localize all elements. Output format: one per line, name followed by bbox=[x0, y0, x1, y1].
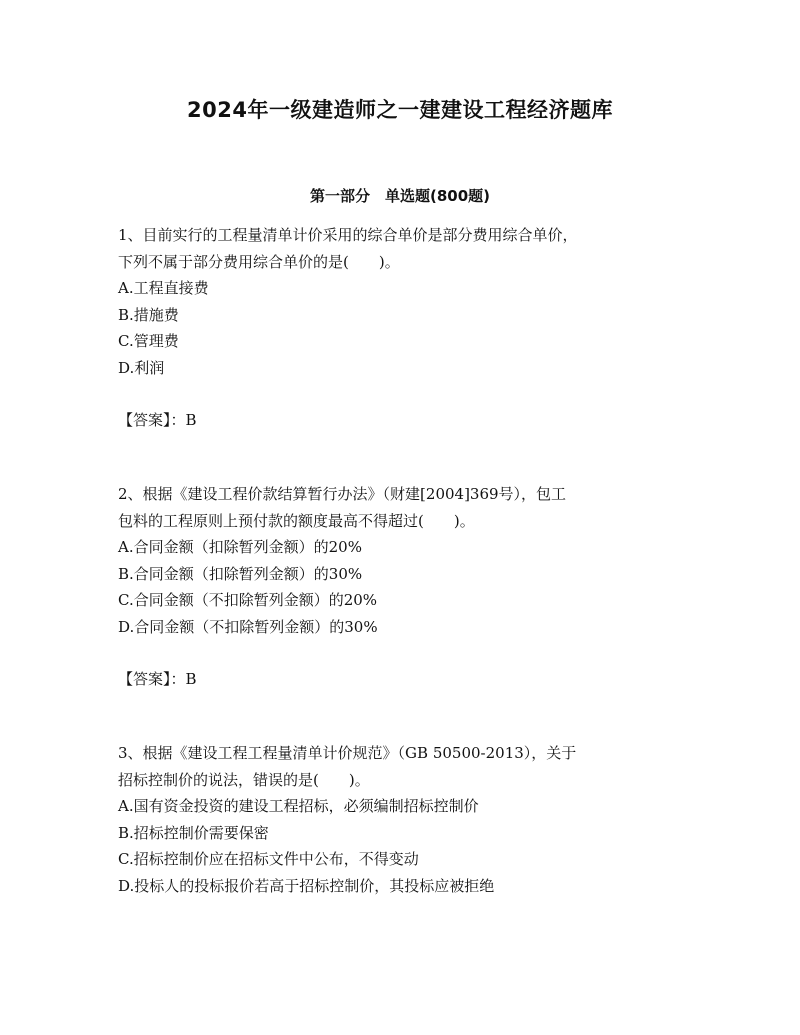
option-d: D.合同金额（不扣除暂列金额）的30% bbox=[118, 617, 378, 636]
question-stem: 1、目前实行的工程量清单计价采用的综合单价是部分费用综合单价， bbox=[118, 226, 578, 244]
option-b: B.招标控制价需要保密 bbox=[118, 823, 269, 842]
page-title: 2024年一级建造师之一建建设工程经济题库 bbox=[187, 98, 613, 122]
question-stem: 包料的工程原则上预付款的额度最高不得超过( )。 bbox=[118, 511, 475, 530]
option-b: B.措施费 bbox=[118, 305, 179, 324]
question-stem: 下列不属于部分费用综合单价的是( )。 bbox=[118, 252, 400, 271]
option-c: C.合同金额（不扣除暂列金额）的20% bbox=[118, 591, 378, 609]
option-a: A.工程直接费 bbox=[118, 279, 209, 297]
question-2 bbox=[118, 481, 693, 693]
section-title: 第一部分 单选题(800题) bbox=[309, 187, 491, 205]
question-stem: 3、根据《建设工程工程量清单计价规范》（GB 50500-2013），关于 bbox=[118, 744, 577, 762]
option-c: C.管理费 bbox=[118, 332, 179, 350]
question-3 bbox=[118, 740, 693, 899]
option-c: C.招标控制价应在招标文件中公布，不得变动 bbox=[118, 850, 419, 868]
option-a: A.国有资金投资的建设工程招标，必须编制招标控制价 bbox=[118, 797, 479, 815]
answer-line: 【答案】：B bbox=[118, 411, 197, 429]
answer-line: 【答案】：B bbox=[118, 670, 197, 688]
question-stem: 2、根据《建设工程价款结算暂行办法》（财建[2004]369号），包工 bbox=[118, 485, 567, 503]
option-d: D.利润 bbox=[118, 358, 165, 377]
option-b: B.合同金额（扣除暂列金额）的30% bbox=[118, 564, 363, 583]
option-a: A.合同金额（扣除暂列金额）的20% bbox=[118, 538, 362, 556]
option-d: D.投标人的投标报价若高于招标控制价，其投标应被拒绝 bbox=[118, 876, 495, 895]
question-1 bbox=[118, 222, 693, 434]
question-stem: 招标控制价的说法，错误的是( )。 bbox=[118, 770, 370, 789]
